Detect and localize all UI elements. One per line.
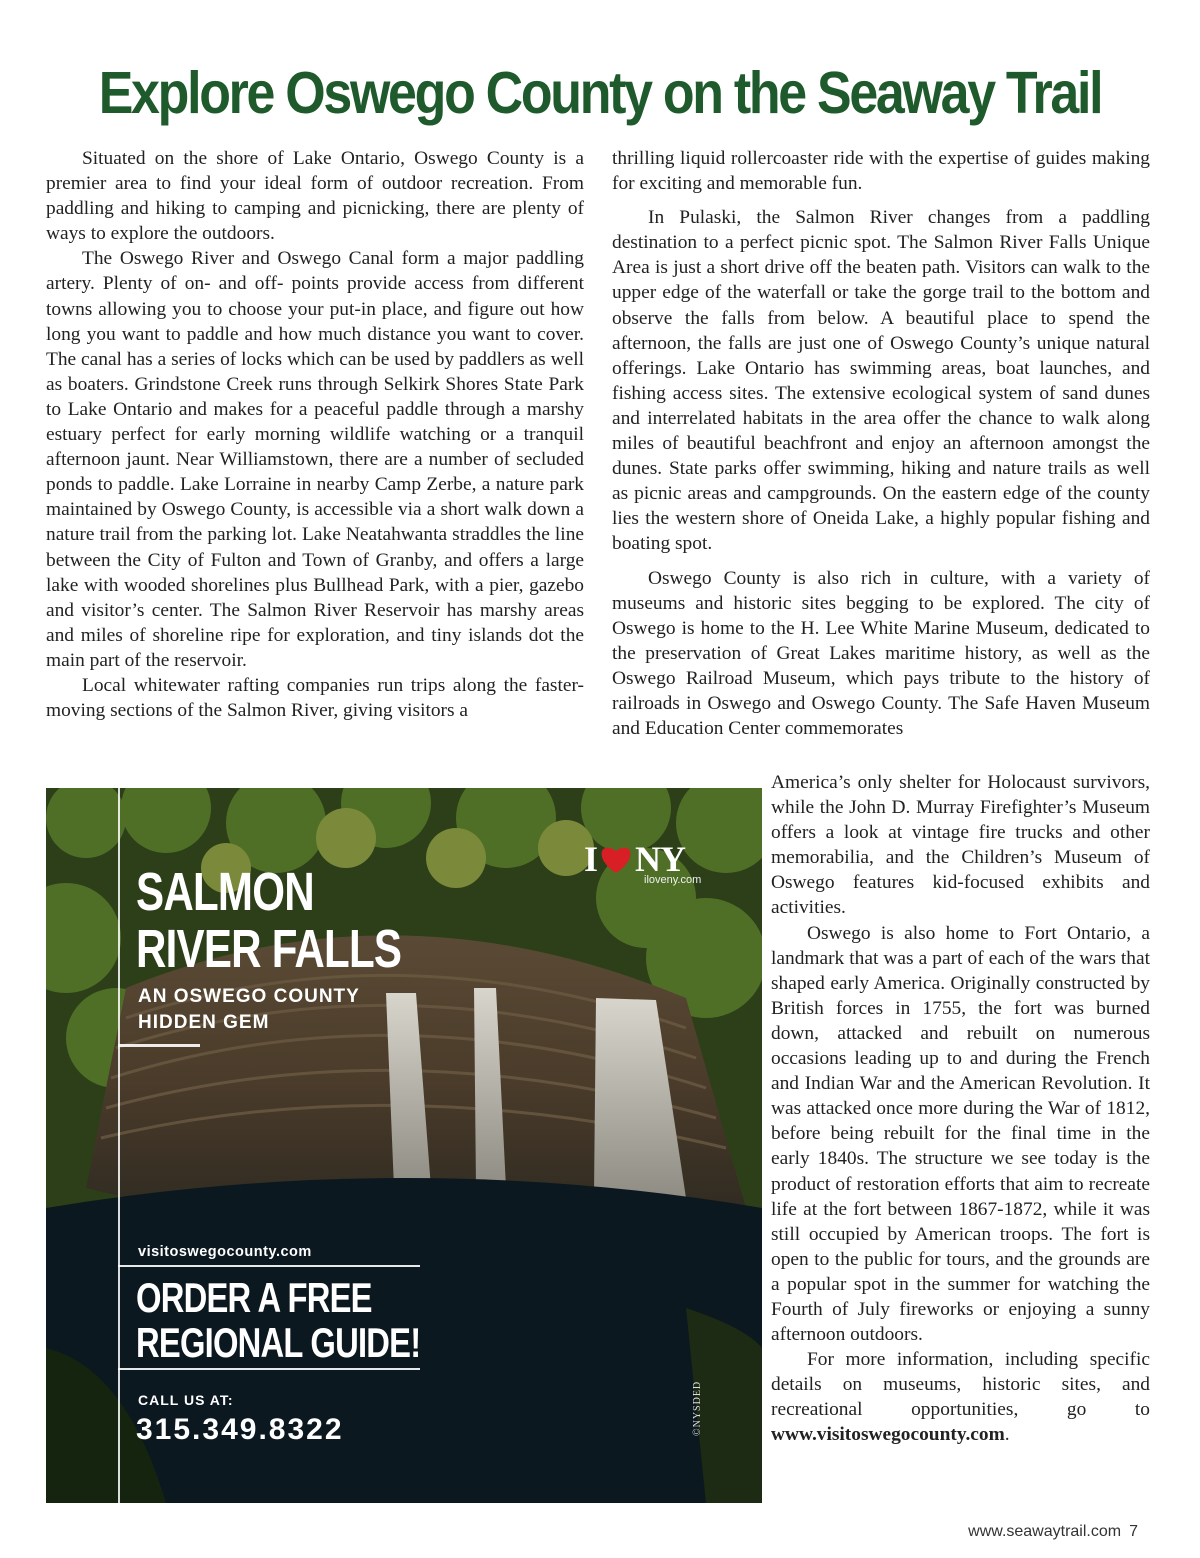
ad-cta-rule <box>118 1368 420 1370</box>
ad-website-rule <box>118 1265 420 1267</box>
page-number: 7 <box>1129 1523 1138 1540</box>
paragraph-fort-ontario: Oswego is also home to Fort Ontario, a landmark that was a part of each of the wars that shaped early America. Originally constructed by British forces in 1755, the fort was burned down, attacked and rebuilt on numerous occasions leading up to and during the French and Indian War and the American Revolution. It was attacked once more during the War of 1812, before being rebuilt for the final time in the early 1840s. The structure we see today is the product of restoration efforts that aim to recreate life at the fort between 1867-1872, while it was still occupied by American troops. The fort is open to the public for tours, and the grounds are a popular spot in the summer for watching the Fourth of July fireworks or enjoying a sunny afternoon outdoors. <box>771 922 1150 1346</box>
heart-icon <box>599 844 633 874</box>
paragraph-more-info <box>771 1347 1150 1447</box>
page-title: Explore Oswego County on the Seaway Trail <box>98 60 1102 126</box>
paragraph-culture: Oswego County is also rich in culture, with a variety of museums and historic sites begging to be explored. The city of Oswego is home to the H. Lee White Marine Museum, dedicated to the preservation of Great Lakes maritime history, as well as the Oswego Railroad Museum, which pays tribute to the history of railroads in Oswego and Oswego County. The Safe Haven Museum and Education Center commemorates <box>612 567 1150 740</box>
ad-vertical-rule <box>118 788 120 1503</box>
page-footer <box>968 1523 1138 1541</box>
ad-call-label: CALL US AT: <box>138 1392 234 1408</box>
ad-short-rule <box>118 1044 200 1047</box>
ad-cta-1: ORDER A FREE <box>136 1274 372 1321</box>
visit-oswego-link[interactable]: www.visitoswegocounty.com <box>771 1424 1005 1446</box>
ad-subline-2: HIDDEN GEM <box>138 1012 270 1033</box>
narrow-column <box>771 770 1150 1448</box>
paragraph-paddling: The Oswego River and Oswego Canal form a major paddling artery. Plenty of on- and off- points provide access from different towns allowing you to choose your put-in place, and figure out how long you want to paddle and how much distance you want to cover. The canal has a series of locks which can be used by paddlers as well as boaters. Grindstone Creek runs through Selkirk Shores State Park to Lake Ontario and makes for a peaceful paddle through a marshy estuary perfect for early morning wildlife watching or a tranquil afternoon jaunt. Near Williamstown, there are a number of secluded ponds to paddle. Lake Lorraine in nearby Camp Zerbe, a nature park maintained by Oswego County, is accessible via a short walk down a nature trail from the parking lot. Lake Neatahwanta straddles the line between the City of Fulton and Town of Granby, and offers a large lake with wooded shorelines plus Bullhead Park, with a pier, gazebo and visitor’s center. The Salmon River Reservoir has marshy areas and miles of shoreline ripe for exploration, and tiny islands dot the main part of the reservoir. <box>46 248 584 671</box>
photo-credit: ©NYSDED <box>692 1380 703 1436</box>
salmon-river-falls-ad <box>46 788 762 1503</box>
ad-subline-1: AN OSWEGO COUNTY <box>138 986 360 1007</box>
paragraph-intro: Situated on the shore of Lake Ontario, Oswego County is a premier area to find your ideal form of outdoor recreation. From paddling and hiking to camping and picnicking, there are plenty of ways to explore the outdoors. <box>46 148 584 245</box>
paragraph-pulaski: In Pulaski, the Salmon River changes from a paddling destination to a perfect picnic spot. The Salmon River Falls Unique Area is just a short drive off the beaten path. Visitors can walk to the upper edge of the waterfall or take the gorge trail to the bottom and observe the falls from below. A beautiful place to spend the afternoon, the falls are just one of Oswego County’s unique natural offerings. Lake Ontario has swimming areas, boat launches, and fishing access sites. The extensive ecological system of sand dunes and interrelated habitats in the area offer the chance to walk along miles of beautiful beachfront and enjoy an afternoon amongst the dunes. State parks offer swimming, hiking and nature trails as well as picnic areas and campgrounds. On the eastern edge of the county lies the western shore of Oneida Lake, a highly popular fishing and boating spot. <box>612 207 1150 555</box>
logo-i-text: I <box>584 839 598 879</box>
footer-site: www.seawaytrail.com <box>968 1523 1122 1540</box>
right-column <box>612 146 1150 741</box>
ad-headline-2: RIVER FALLS <box>136 919 402 979</box>
ad-website: visitoswegocounty.com <box>138 1244 312 1260</box>
logo-url: iloveny.com <box>644 874 702 886</box>
ad-phone-number: 315.349.8322 <box>136 1413 344 1446</box>
ad-cta-2: REGIONAL GUIDE! <box>136 1319 421 1366</box>
paragraph-rafting: Local whitewater rafting companies run trips along the faster-moving sections of the Salmon River, giving visitors a <box>46 674 584 722</box>
iloveny-logo <box>584 838 702 886</box>
ad-headline-1: SALMON <box>136 862 314 922</box>
more-info-text: For more information, including specific details on museums, historic sites, and recreational opportunities, go to <box>771 1349 1150 1421</box>
paragraph-rafting-cont: thrilling liquid rollercoaster ride with the expertise of guides making for exciting and memorable fun. <box>612 148 1150 195</box>
left-column <box>46 146 584 723</box>
paragraph-museums-cont: America’s only shelter for Holocaust survivors, while the John D. Murray Firefighter’s Museum offers a look at vintage fire trucks and other memorabilia, and the Children’s Museum of Oswego features kid-focused exhibits and activities. <box>771 772 1150 919</box>
logo-ny-text: NY <box>635 839 686 879</box>
more-info-end: . <box>1004 1424 1010 1446</box>
